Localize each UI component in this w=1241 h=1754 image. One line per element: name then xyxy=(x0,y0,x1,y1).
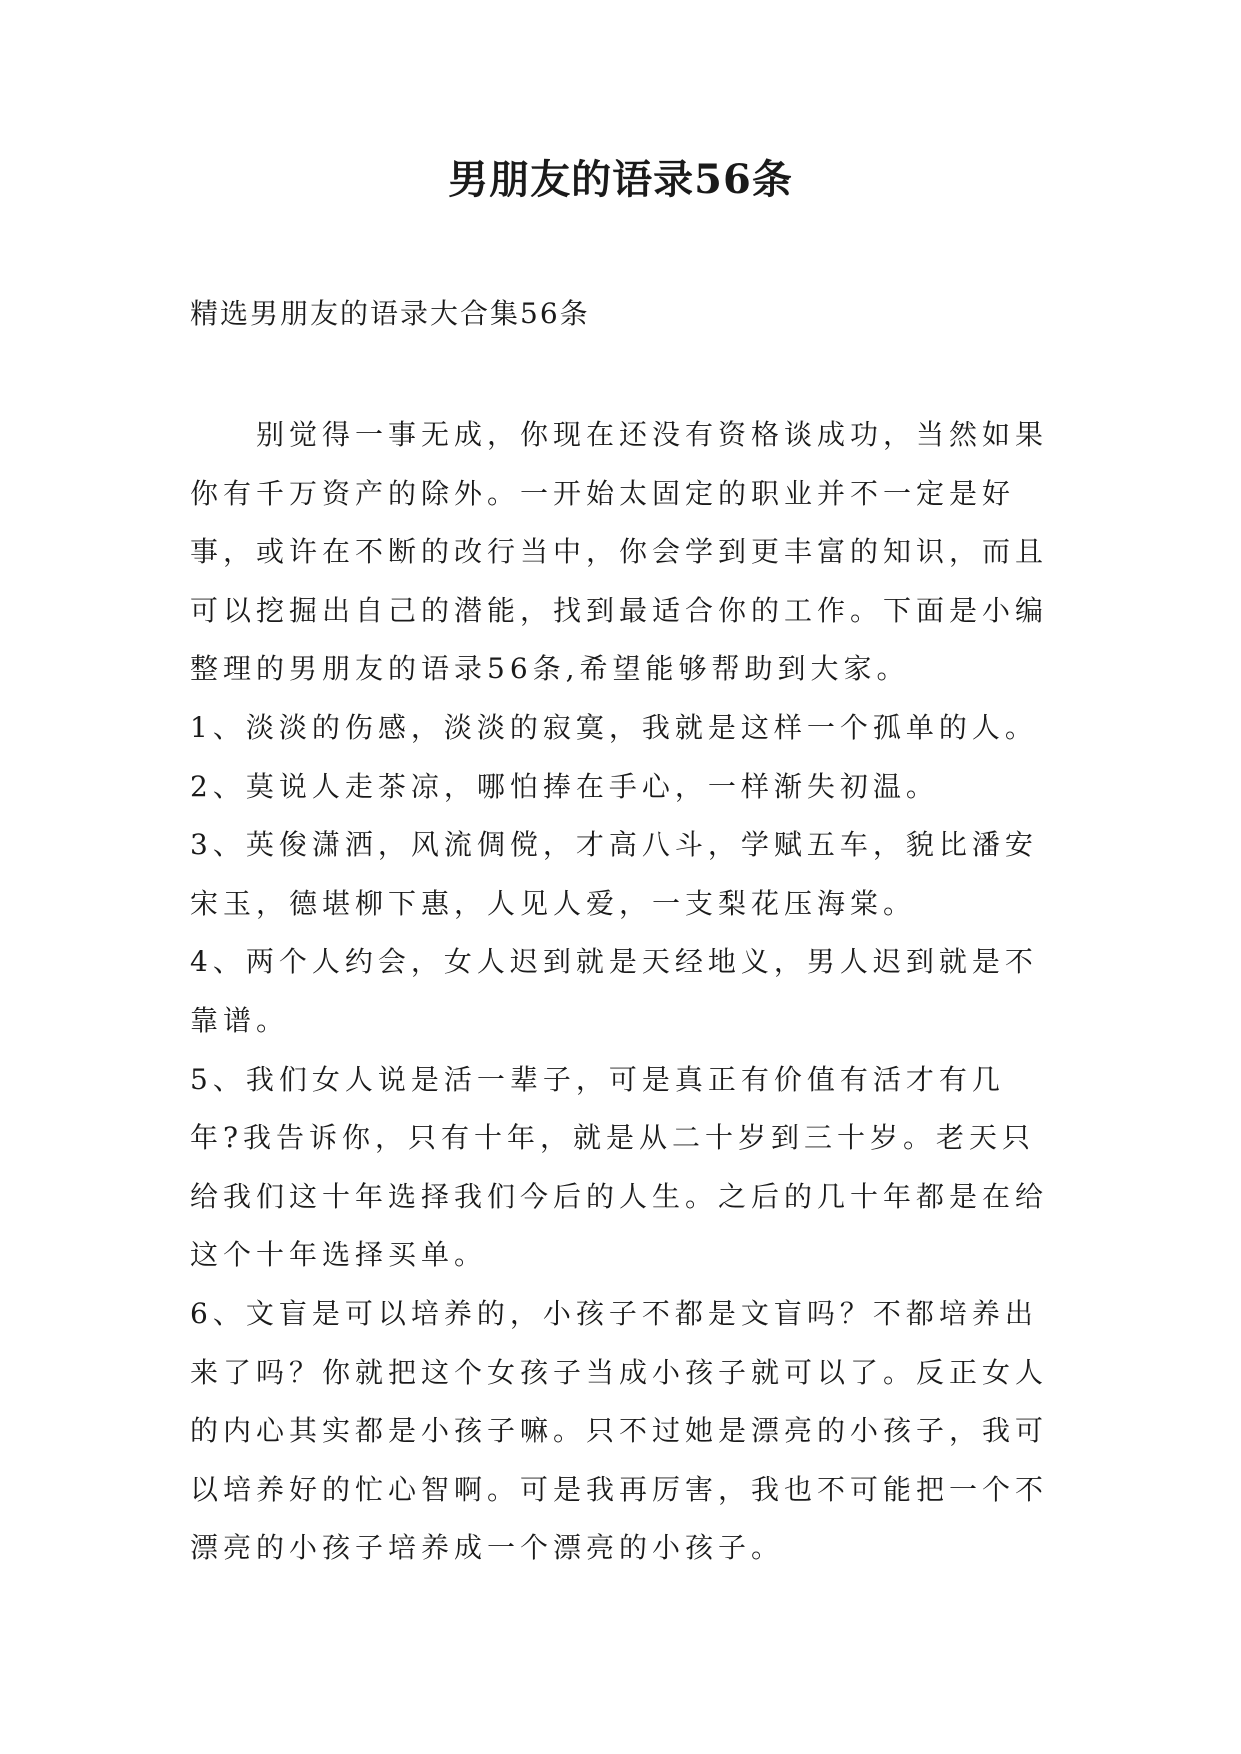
document-title: 男朋友的语录56条 xyxy=(448,156,793,203)
quote-item: 1、淡淡的伤感，淡淡的寂寞，我就是这样一个孤单的人。 xyxy=(190,710,1038,744)
quote-item: 3、英俊潇洒，风流倜傥，才高八斗，学赋五车，貌比潘安宋玉，德堪柳下惠，人见人爱，一支梨花压海棠。 xyxy=(190,828,1038,920)
document-body xyxy=(190,406,1056,1578)
quote-item: 5、我们女人说是活一辈子，可是真正有价值有活才有几年?我告诉你，只有十年，就是从二十岁到三十岁。老天只给我们这十年选择我们今后的人生。之后的几十年都是在给这个十年选择买单。 xyxy=(190,1062,1049,1272)
quote-item: 4、两个人约会，女人迟到就是天经地义，男人迟到就是不靠谱。 xyxy=(190,945,1038,1037)
intro-paragraph: 别觉得一事无成，你现在还没有资格谈成功，当然如果你有千万资产的除外。一开始太固定的职业并不一定是好事，或许在不断的改行当中，你会学到更丰富的知识，而且可以挖掘出自己的潜能，找到最适合你的工作。下面是小编整理的男朋友的语录56条,希望能够帮助到大家。 xyxy=(190,418,1049,686)
quote-item: 2、莫说人走茶凉，哪怕捧在手心，一样渐失初温。 xyxy=(190,769,939,803)
document-subtitle: 精选男朋友的语录大合集56条 xyxy=(190,297,590,330)
quote-item: 6、文盲是可以培养的，小孩子不都是文盲吗？不都培养出来了吗？你就把这个女孩子当成小孩子就可以了。反正女人的内心其实都是小孩子嘛。只不过她是漂亮的小孩子，我可以培养好的忙心智啊。可是我再厉害，我也不可能把一个不漂亮的小孩子培养成一个漂亮的小孩子。 xyxy=(190,1296,1049,1565)
